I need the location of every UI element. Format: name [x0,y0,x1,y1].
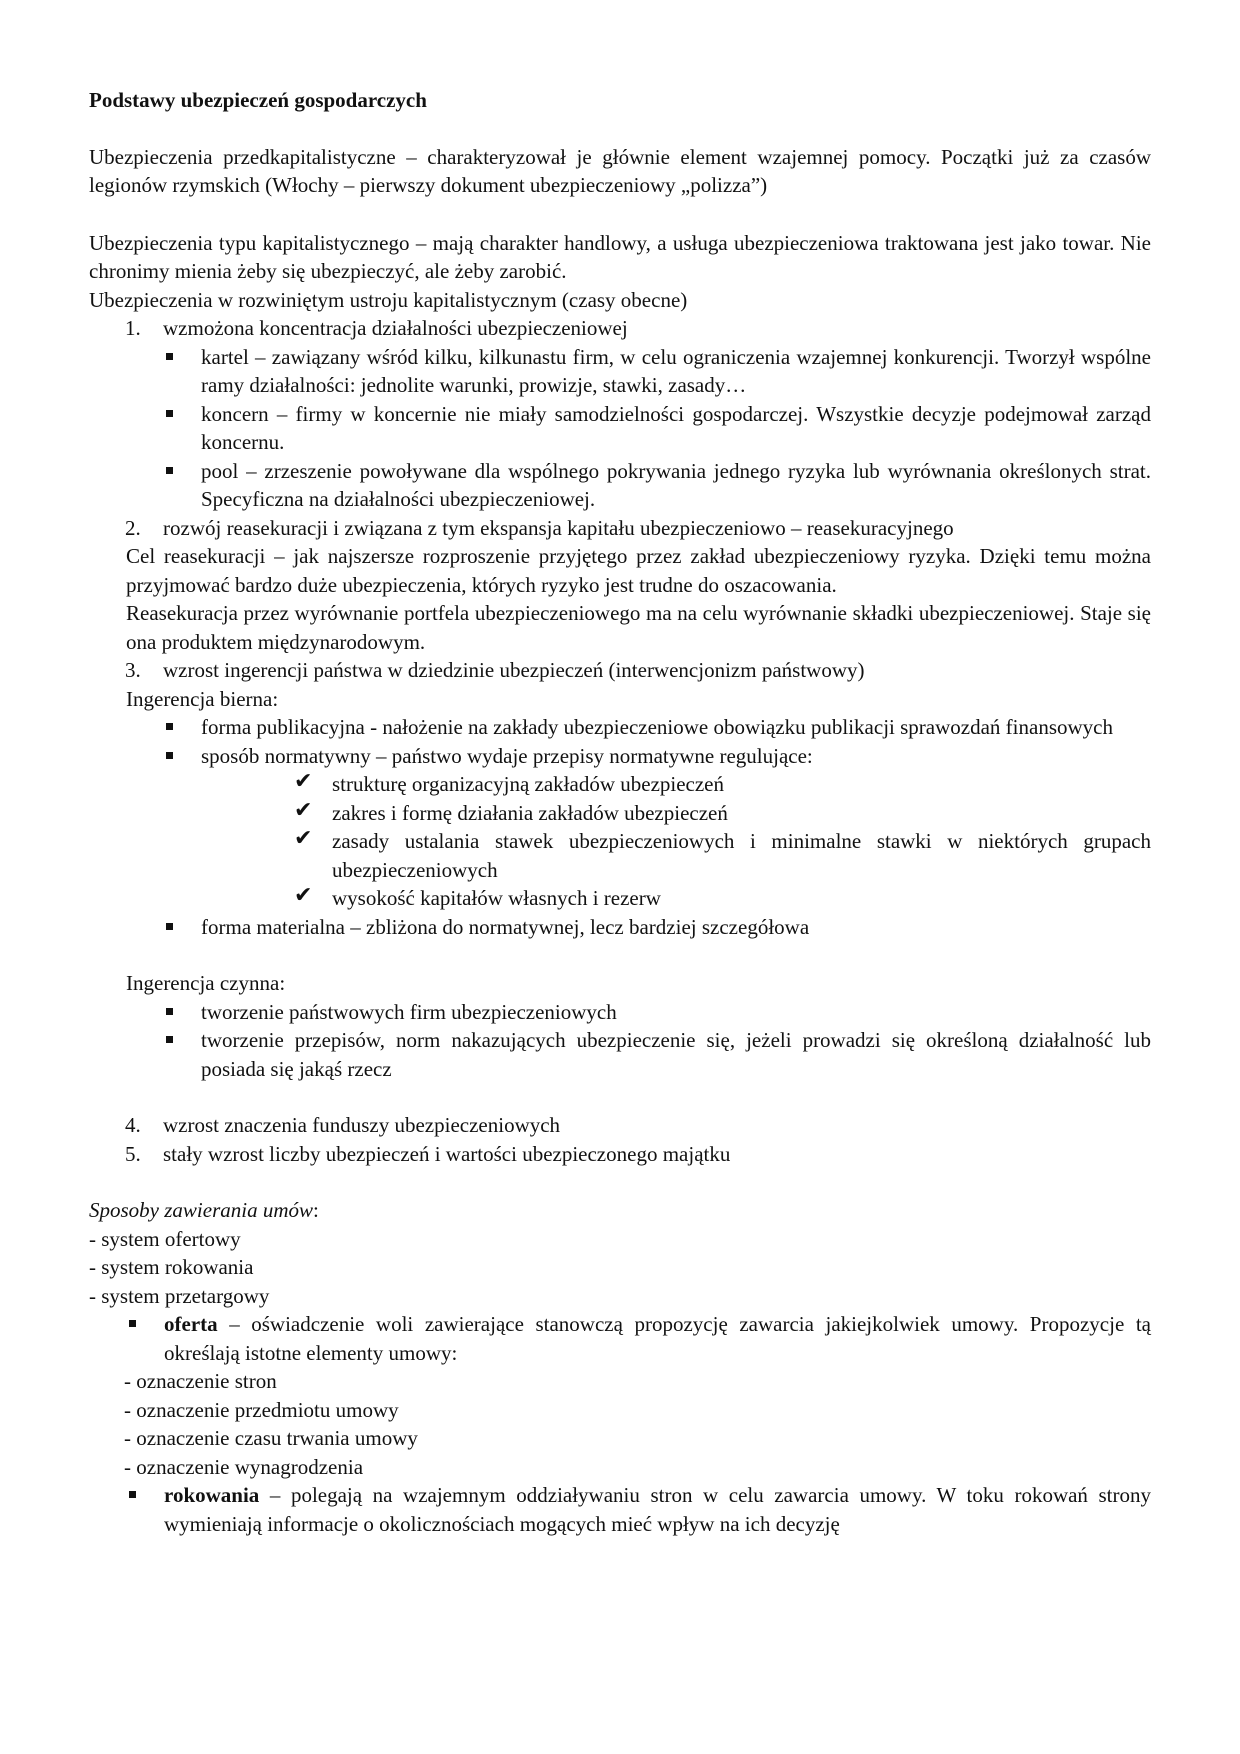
square-bullet-icon [166,1008,173,1015]
list-item-concentration [89,314,1151,343]
checkmark-icon: ✔ [294,826,313,851]
square-bullet-icon [166,723,173,730]
paragraph-capitalist: Ubezpieczenia typu kapitalistycznego – mają charakter handlowy, a usługa ubezpieczeniowa traktowana jest jako towar. Nie chronimy mienia żeby się ubezpieczyć, ale żeby zarobić. [89,230,1151,283]
square-bullet-icon [166,353,173,360]
list-number: 4. [125,1113,141,1137]
bullet-item-offer [89,1310,1151,1367]
heading-active: Ingerencja czynna: [126,971,286,995]
spacer [89,1083,1151,1111]
heading-passive: Ingerencja bierna: [126,686,279,711]
list-number: 2. [125,515,141,540]
offer-element: - oznaczenie stron [124,1369,277,1393]
list-number: 1. [125,316,141,340]
list-number: 5. [125,1141,141,1166]
square-bullet-icon [166,752,173,759]
offer-element: - oznaczenie wynagrodzenia [124,1454,364,1479]
list-text: rozwój reasekuracji i związana z tym ekspansja kapitału ubezpieczeniowo – reasekuracyjnego [163,515,954,540]
square-bullet-icon [129,1320,136,1327]
spacer [89,200,1151,229]
bullet-text: pool – zrzeszenie powoływane dla wspólnego pokrywania jednego ryzyka lub wyrównania określonych strat. Specyficzna na działalności ubezpieczeniowej. [201,458,1151,511]
offer-element: - oznaczenie czasu trwania umowy [124,1426,418,1450]
checkmark-icon: ✔ [294,883,313,908]
check-text: strukturę organizacyjną zakładów ubezpieczeń [332,772,725,796]
document-title: Podstawy ubezpieczeń gospodarczych [89,88,427,112]
bullet-text: tworzenie przepisów, norm nakazujących ubezpieczenie się, jeżeli prowadzi się określoną działalność lub posiada się jakąś rzecz [201,1028,1151,1081]
bullet-item-regulations [89,1026,1151,1083]
spacer [89,1168,1151,1196]
check-text: wysokość kapitałów własnych i rezerw [332,886,661,910]
bullet-text: koncern – firmy w koncernie nie miały samodzielności gospodarczej. Wszystkie decyzje podejmował zarząd koncernu. [201,401,1151,454]
offer-definition: – oświadczenie woli zawierające stanowczą propozycję zawarcia jakiejkolwiek umowy. Propozycje tą określają istotne elementy umowy: [164,1312,1151,1365]
bullet-item-normative [89,742,1151,771]
paragraph-reinsurance-goal: Cel reasekuracji – jak najszersze rozproszenie przyjętego przez zakład ubezpieczeniowy ryzyka. Dzięki temu można przyjmować bardzo duże ubezpieczenia, których ryzyko jest trudne do oszacowania. [126,544,1151,597]
list-item-funds [89,1111,1151,1140]
bullet-text: forma materialna – zbliżona do normatywnej, lecz bardziej szczegółowa [201,914,810,939]
list-number: 3. [125,658,141,682]
offer-element: - oznaczenie przedmiotu umowy [124,1397,399,1422]
checkmark-icon: ✔ [294,797,313,823]
square-bullet-icon [166,410,173,417]
list-text: wzrost znaczenia funduszy ubezpieczeniowych [163,1113,561,1137]
square-bullet-icon [166,923,173,930]
list-text: wzrost ingerencji państwa w dziedzinie ubezpieczeń (interwencjonizm państwowy) [163,658,865,682]
bullet-text: sposób normatywny – państwo wydaje przepisy normatywne regulujące: [201,743,813,768]
bullet-text: forma publikacyjna - nałożenie na zakłady ubezpieczeniowe obowiązku publikacji sprawozdań finansowych [201,715,1113,739]
system-item: - system rokowania [89,1255,254,1279]
paragraph-reinsurance: Reasekuracja przez wyrównanie portfela ubezpieczeniowego ma na celu wyrównanie składki ubezpieczeniowej. Staje się ona produktem międzynarodowym. [126,601,1151,654]
list-text: stały wzrost liczby ubezpieczeń i wartości ubezpieczonego majątku [163,1141,731,1166]
list-item-reinsurance [89,514,1151,543]
bullet-text: tworzenie państwowych firm ubezpieczeniowych [201,999,617,1024]
term-offer: oferta [164,1312,218,1336]
bullet-item-cartel [89,343,1151,400]
bullet-item-negotiation [89,1481,1151,1538]
square-bullet-icon [166,1036,173,1043]
list-text: wzmożona koncentracja działalności ubezpieczeniowej [163,316,628,340]
spacer [89,941,1151,969]
bullet-item-publication [89,713,1151,742]
check-item [89,827,1151,884]
heading-contracts [89,1196,1151,1225]
check-item [89,884,1151,913]
list-item-state-intervention [89,656,1151,685]
paragraph-precapitalist: Ubezpieczenia przedkapitalistyczne – charakteryzował je głównie element wzajemnej pomocy. Początki już za czasów legionów rzymskich (Włochy – pierwszy dokument ubezpieczeniowy „polizza”) [89,144,1151,197]
bullet-item-concern [89,400,1151,457]
heading-colon: : [313,1198,319,1222]
document-page [89,86,1151,1538]
check-item [89,770,1151,799]
bullet-item-material [89,913,1151,942]
check-item [89,799,1151,828]
list-item-growth [89,1140,1151,1169]
spacer [89,115,1151,143]
term-negotiation: rokowania [164,1483,260,1507]
square-bullet-icon [129,1491,136,1498]
system-item: - system ofertowy [89,1226,241,1251]
bullet-item-state-firms [89,998,1151,1027]
check-text: zakres i formę działania zakładów ubezpieczeń [332,800,728,825]
bullet-item-pool [89,457,1151,514]
heading-contracts-text: Sposoby zawierania umów [89,1198,314,1222]
checkmark-icon: ✔ [294,769,313,794]
paragraph-modern: Ubezpieczenia w rozwiniętym ustroju kapitalistycznym (czasy obecne) [89,287,688,312]
square-bullet-icon [166,467,173,474]
check-text: zasady ustalania stawek ubezpieczeniowych i minimalne stawki w niektórych grupach ubezpieczeniowych [332,829,1151,882]
bullet-text: kartel – zawiązany wśród kilku, kilkunastu firm, w celu ograniczenia wzajemnej konkurencji. Tworzył wspólne ramy działalności: jednolite warunki, prowizje, stawki, zasady… [201,344,1151,397]
negotiation-definition: – polegają na wzajemnym oddziaływaniu stron w celu zawarcia umowy. W toku rokowań strony wymieniają informacje o okolicznościach mogących mieć wpływ na ich decyzję [164,1483,1151,1536]
system-item: - system przetargowy [89,1283,270,1308]
